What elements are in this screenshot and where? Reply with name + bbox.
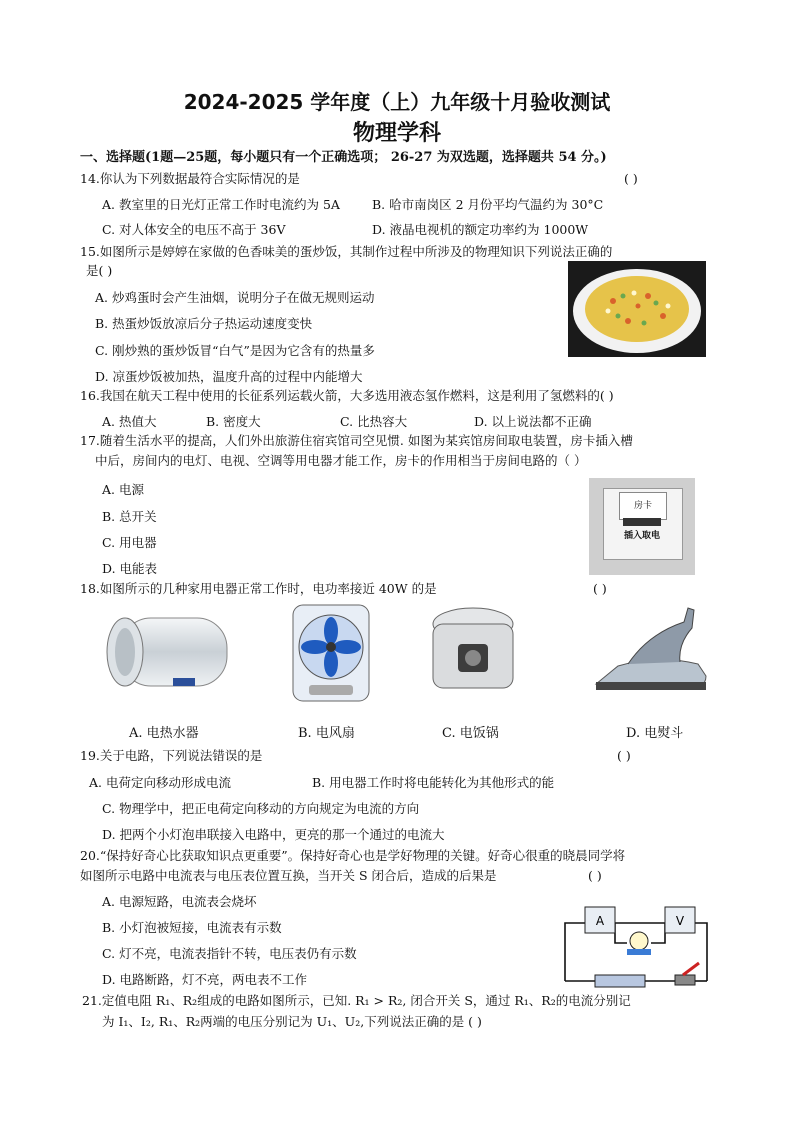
room-card-slot-image (589, 478, 695, 575)
q14-option-d: D. 液晶电视机的额定功率约为 1000W (372, 222, 589, 237)
q15-option-b: B. 热蛋炒饭放凉后分子热运动速度变快 (95, 316, 313, 331)
q14-stem: 14.你认为下列数据最符合实际情况的是 (80, 171, 300, 186)
q15-stem-cont: 是( ) (86, 263, 113, 278)
q21-stem: 21.定值电阻 R₁、R₂组成的电路如图所示，已知. R₁ > R₂, 闭合开关 S，通过 R₁、R₂的电流分别记 (82, 993, 631, 1008)
q18-stem: 18.如图所示的几种家用电器正常工作时，电功率接近 40W 的是 (80, 581, 437, 596)
q17-option-d: D. 电能表 (102, 561, 158, 576)
q20-answer-paren: ( ) (588, 868, 602, 883)
q19-option-c: C. 物理学中，把正电荷定向移动的方向规定为电流的方向 (102, 801, 420, 816)
q19-answer-paren: ( ) (617, 748, 631, 763)
electric-fan-image (289, 603, 373, 703)
q14-option-b: B. 哈市南岗区 2 月份平均气温约为 30°C (372, 197, 604, 212)
q18-option-c: C. 电饭锅 (442, 726, 499, 741)
q14-option-a: A. 教室里的日光灯正常工作时电流约为 5A (102, 197, 340, 212)
ammeter-label: A (595, 914, 605, 928)
q14-option-c: C. 对人体安全的电压不高于 36V (102, 222, 286, 237)
q16-option-d: D. 以上说法都不正确 (474, 414, 592, 429)
q18-answer-paren: ( ) (593, 581, 607, 596)
q20-option-c: C. 灯不亮，电流表指针不转，电压表仍有示数 (102, 946, 357, 961)
fried-rice-image (568, 261, 706, 357)
exam-title: 2024-2025 学年度（上）九年级十月验收测试 (183, 90, 611, 114)
voltmeter-label: V (675, 914, 685, 928)
water-heater-image (103, 612, 231, 696)
q17-stem: 17.随着生活水平的提高，人们外出旅游住宿宾馆司空见惯. 如图为某宾馆房间取电装置，房卡插入槽 (80, 433, 633, 448)
card-label: 房卡 (619, 492, 667, 520)
q18-option-a: A. 电热水器 (129, 726, 199, 741)
q17-option-c: C. 用电器 (102, 535, 157, 550)
q17-option-b: B. 总开关 (102, 509, 157, 524)
q15-stem: 15.如图所示是婷婷在家做的色香味美的蛋炒饭，其制作过程中所涉及的物理知识下列说法正确的 (80, 244, 613, 259)
q19-stem: 19.关于电路，下列说法错误的是 (80, 748, 263, 763)
subject-title: 物理学科 (352, 121, 441, 146)
q20-option-d: D. 电路断路，灯不亮，两电表不工作 (102, 972, 308, 987)
q16-option-b: B. 密度大 (206, 414, 261, 429)
q19-option-d: D. 把两个小灯泡串联接入电路中，更亮的那一个通过的电流大 (102, 827, 445, 842)
card-slot-label: 插入取电 (623, 531, 660, 541)
q15-option-a: A. 炒鸡蛋时会产生油烟，说明分子在做无规则运动 (95, 290, 375, 305)
rice-cooker-image (430, 604, 516, 696)
q20-option-a: A. 电源短路，电流表会烧坏 (102, 894, 257, 909)
section-heading: 一、选择题(1题—25题，每小题只有一个正确选项； 26-27 为双选题，选择题共 54 分。) (80, 150, 607, 165)
q18-option-d: D. 电熨斗 (626, 726, 684, 741)
q20-stem-cont: 如图所示电路中电流表与电压表位置互换，当开关 S 闭合后，造成的后果是 (80, 868, 497, 883)
q16-option-c: C. 比热容大 (340, 414, 408, 429)
q19-option-a: A. 电荷定向移动形成电流 (89, 775, 231, 790)
q21-stem-cont: 为 I₁、I₂, R₁、R₂两端的电压分别记为 U₁、U₂,下列说法正确的是 ( ) (102, 1014, 482, 1029)
q17-stem-cont: 中后，房间内的电灯、电视、空调等用电器才能工作，房卡的作用相当于房间电路的（ ） (95, 453, 587, 468)
q15-option-c: C. 刚炒熟的蛋炒饭冒“白气”是因为它含有的热量多 (95, 343, 375, 358)
q20-option-b: B. 小灯泡被短接，电流表有示数 (102, 920, 282, 935)
q16-option-a: A. 热值大 (102, 414, 157, 429)
q17-option-a: A. 电源 (102, 482, 144, 497)
q19-option-b: B. 用电器工作时将电能转化为其他形式的能 (312, 775, 555, 790)
q15-option-d: D. 凉蛋炒饭被加热，温度升高的过程中内能增大 (95, 369, 363, 384)
q18-option-b: B. 电风扇 (298, 726, 355, 741)
q20-stem: 20.“保持好奇心比获取知识点更重要”。保持好奇心也是学好物理的关键。好奇心很重的晓晨同学将 (80, 848, 626, 863)
q16-stem: 16.我国在航天工程中使用的长征系列运载火箭，大多选用液态氢作燃料，这是利用了氢燃料的( ) (80, 388, 614, 403)
electric-iron-image (588, 604, 712, 700)
q14-answer-paren: ( ) (624, 171, 638, 186)
circuit-diagram-image (555, 893, 715, 995)
